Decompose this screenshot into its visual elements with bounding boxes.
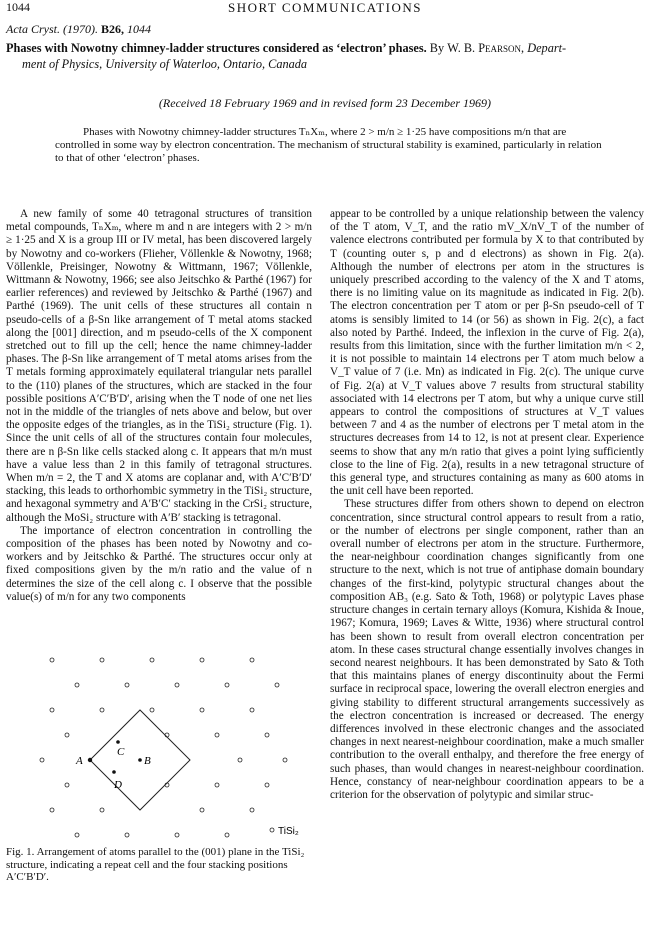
atom-a [88,758,92,762]
left-paragraph-1: A new family of some 40 tetragonal structures of transition metal compounds, TₙXₘ, where m and n are integers with 2 > m/n ≥ 1·25 and X is a group III or IV metal, has been discovered largely by Nowotny and co-workers (Flieher, Völlenkle & Nowotny, 1968; Völlenkle, Preisinger, Nowotny & Wittmann, 1967; Völlenkle, Wittmann & Nowotny, 1966; see also Jeitschko & Parthé (1967) for earlier references) and reviewed by Jeitschko & Parthé (1967) and Parthé (1969). The unit cells of these structures all contain n pseudo-cells of a β-Sn like arrangement of T metal atoms stacked along the [001] direction, and m pseudo-cells of the X component stretched out to fill up the cell; hence the name chimney-ladder phases. The β-Sn like arrangement of T metal atoms arises from the T metals forming approximately equilateral triangular nets parallel to the (110) planes of the structures, which are stacked in the four possible positions A′C′B′D′, arising when the T node of one net lies not in the middle of the triangles of nets above and below, but over the opposite edges of the triangles, as in the TiSi₂ structure (Fig. 1). Since the unit cells of all of the structures contain four molecules, there are n β-Sn like cells stacked along c. It appears that m/n must have a value less than 2 in this family of tetragonal structures. When m/n = 2, the T and X atoms are coplanar and, with A′C′B′D′ stacking, this leads to orthorhombic symmetry in the TiSi₂ structure, and hexagonal symmetry and A′B′C′ stacking in the CrSi₂ structure, although the MoSi₂ structure with A′B′ stacking is tetragonal. [6,208,312,524]
lattice-atom [265,783,269,787]
lattice-atom [40,758,44,762]
citation-volume: B26, [101,22,125,36]
legend-label: TiSi₂ [278,826,299,837]
lattice-atom [225,683,229,687]
right-paragraph-2: These structures differ from others shown to depend on electron concentration, since structural control appears to result from a ratio, or the number of electrons per single component, rather than an overall number of electrons per atom in the structure. Furthermore, the near-neighbour coordination changes significantly from one structure to the next, which is not true of antiphase domain boundary changes of the first-kind, polytypic structural changes about the composition AB₃ (e.g. Sato & Toth, 1968) or polytypic Laves phase structure changes in certain ternary alloys (Komura, Kishida & Inoue, 1967; Komura, 1969; Laves & Witte, 1936) where structural control has been shown to result from overall electron concentration per atom. In these cases structural change essentially involves changes in second nearest neighbours. It has been demonstrated by Sato & Toth that this maintains planes of energy discontinuity about the Fermi surface in reciprocal space, lowering the overall electron energies and giving stability to different structural arrangements successively as the electron concentration is increased or decreased. The energy differences involved in these electronic changes and the associated changes in next nearest-neighbour coordination, make a much smaller contribution to the overall enthalpy, and therefore the free energy of such phases, than would changes in nearest-neighbour coordination. Hence, constancy of near-neighbour coordination appears to be a criterion for the observation of polytypic and similar struc- [330,498,644,801]
journal-name: Acta Cryst. [6,22,60,36]
by-word: By [429,41,445,55]
lattice-atom [250,658,254,662]
affiliation-part-2: ment of Physics, University of Waterloo, Ontario, Canada [22,57,308,71]
right-paragraph-1: appear to be controlled by a unique relationship between the valency of the T atom, V_T, and the ratio mV_X/nV_T of the number of valence electrons contributed per formula by X to that contributed by T (counting outer s, p and d electrons) as shown in Fig. 2(a). Although the number of electrons per atom in the structures is uniquely prescribed according to the valency of the X and T atoms, there is no limiting value on its magnitude as indicated in Fig. 2(b). The electron concentration per T atom or per β-Sn pseudo-cell of T atoms is sensibly limited to 14 (or 56) as shown in Fig. 2(c), a fact also noted by Parthé. Indeed, the inflexion in the curve of Fig. 2(a), results from this limitation, since with the further limitation m/n < 2, it is not possible to maintain 14 electrons per T atom much below a V_T value of 7 (i.e. Mn) as indicated in Fig. 2(c). The unique curve of Fig. 2(a) at V_T values above 7 results from structural stability associated with 14 electrons per T atom, but why a unique curve still appears to control the compositions of structures at V_T values between 7 and 4 as the number of electrons per T metal atom in the structures decreases from 14 to 12, is not at present clear. Experience seems to show that any m/n ratio that gives a point lying sufficiently close to the line of Fig. 2(a), results in a new tetragonal structure of this general type, and structures containing as many as 600 atoms in the unit cell have been reported. [330,208,644,498]
figure-1 [30,648,300,840]
label-b: B [144,755,151,767]
atom-dots [40,658,287,837]
lattice-atom [200,808,204,812]
citation-year: (1970). [63,22,98,36]
lattice-atom [283,758,287,762]
lattice-atom [250,808,254,812]
left-paragraph-2: The importance of electron concentration in controlling the composition of the phases has been noted by Nowotny and co-workers and by Jeitschko & Parthé. The structures occur only at fixed compositions given by the m/n ratio and the value of n determines the size of the cell along c. I observe that the possible value(s) of m/n for any two components [6,524,312,603]
legend-atom-marker [270,828,274,832]
lattice-atom [215,733,219,737]
lattice-atom [75,833,79,837]
right-column [330,208,644,802]
lattice-atom [50,808,54,812]
title-block [6,40,640,72]
figure-1-caption: Fig. 1. Arrangement of atoms parallel to the (001) plane in the TiSi₂ structure, indicating a repeat cell and the four stacking positions A′C′B′D′. [6,846,305,883]
lattice-atom [250,708,254,712]
lattice-atom [215,783,219,787]
atom-d [112,770,116,774]
label-d: D [114,779,122,791]
lattice-atom [65,733,69,737]
lattice-atom [50,708,54,712]
lattice-atom [265,733,269,737]
lattice-atom [65,783,69,787]
atom-c [116,740,120,744]
lattice-atom [100,708,104,712]
lattice-atom [150,708,154,712]
received-dates: (Received 18 February 1969 and in revised form 23 December 1969) [158,96,492,110]
lattice-atom [200,708,204,712]
label-a: A [76,755,83,767]
label-c: C [117,746,125,758]
abstract: Phases with Nowotny chimney-ladder structures TₙXₘ, where 2 > m/n ≥ 1·25 have compositions m/n that are controlled in some way by electron concentration. The mechanism of structural stability is examined, particularly in relation to that of other ‘electron’ phases. [55,126,602,164]
author-name: W. B. Pearson, [447,41,525,55]
lattice-atom [125,833,129,837]
lattice-atom [275,683,279,687]
lattice-atom [175,833,179,837]
lattice-atom [238,758,242,762]
lattice-atom [200,658,204,662]
atom-arrangement-diagram [30,648,300,840]
lattice-atom [100,658,104,662]
lattice-atom [150,658,154,662]
lattice-atom [50,658,54,662]
affiliation-part-1: Depart- [527,41,567,55]
lattice-atom [100,808,104,812]
page-number: 1044 [6,0,30,14]
citation-page: 1044 [127,22,152,36]
citation [6,22,151,37]
running-head: SHORT COMMUNICATIONS [227,0,423,15]
article-title: Phases with Nowotny chimney-ladder structures considered as ‘electron’ phases. [6,41,427,55]
lattice-atom [175,683,179,687]
left-column [6,208,312,604]
atom-b [138,758,142,762]
lattice-atom [125,683,129,687]
lattice-atom [75,683,79,687]
lattice-atom [225,833,229,837]
